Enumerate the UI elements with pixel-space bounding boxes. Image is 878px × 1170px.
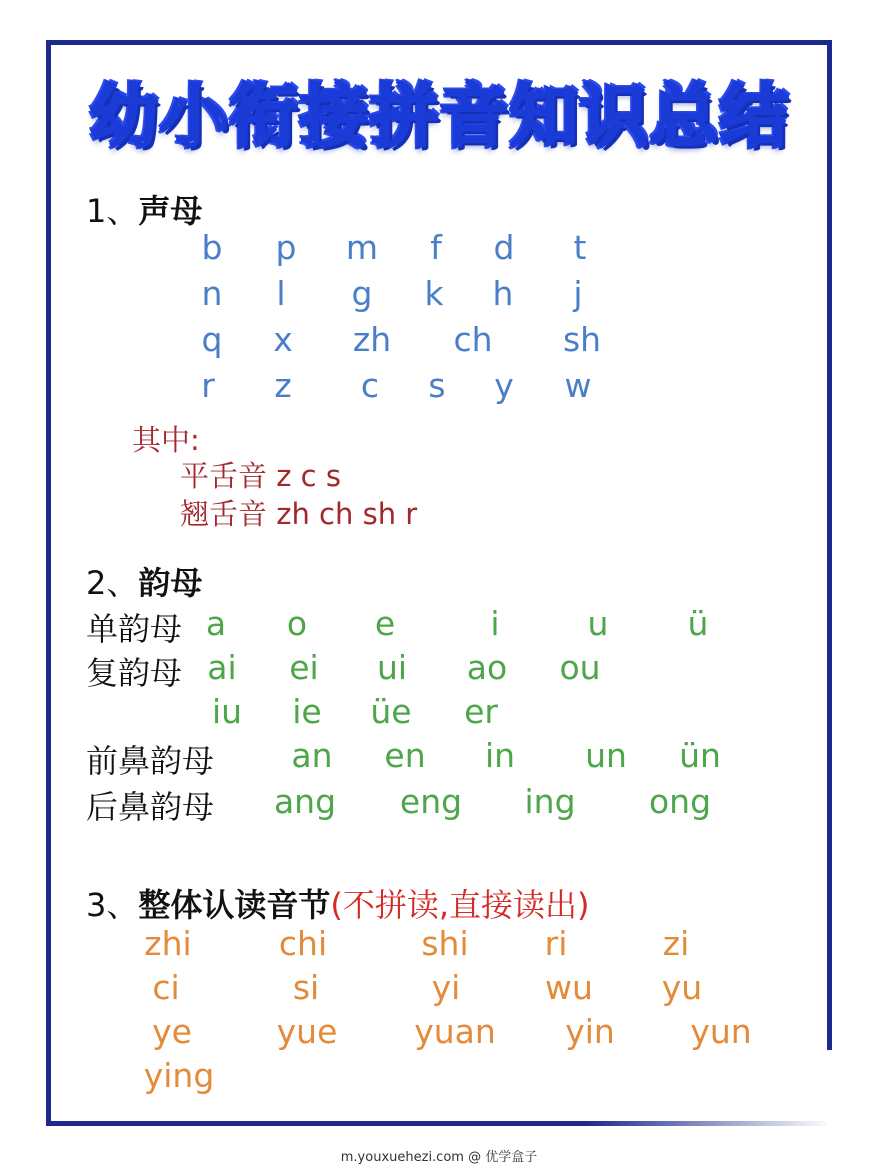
section2-title: 韵母 [138, 564, 203, 602]
initial-letter: p [275, 228, 297, 267]
whole-syllable: yu [661, 968, 703, 1007]
frame-bottom-fade [586, 1121, 832, 1126]
section2-heading [86, 558, 202, 604]
whole-syllable: ying [143, 1056, 215, 1095]
back-nasal-final: ang [273, 782, 337, 821]
front-nasal-label: 前鼻韵母 [86, 742, 215, 780]
footer-watermark: m.youxuehezi.com @ 优学盒子 [340, 1150, 538, 1165]
single-final: ü [687, 604, 709, 643]
initial-letter: x [273, 320, 293, 359]
back-nasal-label: 后鼻韵母 [86, 788, 215, 826]
whole-syllable: ye [152, 1012, 192, 1051]
whole-syllable: yin [565, 1012, 615, 1051]
initial-letter: h [492, 274, 514, 313]
initial-letter: c [360, 366, 380, 405]
section1-number: 1、 [86, 192, 139, 230]
compound-final: ou [559, 648, 601, 687]
whole-syllable: shi [421, 924, 469, 963]
front-nasal-final: un [585, 736, 627, 775]
compound-final: ui [376, 648, 408, 687]
whole-syllable: zi [662, 924, 690, 963]
whole-syllable: wu [545, 968, 593, 1007]
whole-syllable: yun [690, 1012, 752, 1051]
compound-finals-label: 复韵母 [86, 654, 183, 692]
single-final: a [205, 604, 227, 643]
section3-number: 3、 [86, 886, 139, 924]
compound-final: ai [207, 648, 237, 687]
initial-letter: j [573, 274, 583, 313]
initial-letter: m [345, 228, 379, 267]
page-title: 幼小衔接拼音知识总结 [89, 78, 790, 157]
initial-letter: k [424, 274, 444, 313]
initial-letter: l [276, 274, 286, 313]
single-final: u [587, 604, 609, 643]
single-final: o [286, 604, 308, 643]
front-nasal-final: in [484, 736, 516, 775]
compound-final: er [464, 692, 498, 731]
compound-final: ei [289, 648, 319, 687]
section2-number: 2、 [86, 564, 139, 602]
initial-letter: ch [453, 320, 493, 359]
initial-letter: f [430, 228, 442, 267]
section1-heading [86, 186, 202, 232]
initial-letter: t [573, 228, 587, 267]
note-label: 其中: [132, 423, 200, 457]
initial-letter: g [351, 274, 373, 313]
back-nasal-final: ong [648, 782, 712, 821]
back-nasal-final: eng [399, 782, 463, 821]
whole-syllable: ci [152, 968, 180, 1007]
single-final: e [374, 604, 396, 643]
initial-letter: n [201, 274, 223, 313]
flat-tongue-line: 平舌音 z c s [180, 459, 341, 493]
section3-hint: (不拼读,直接读出) [330, 886, 590, 924]
single-finals-label: 单韵母 [86, 610, 183, 648]
front-nasal-final: ün [679, 736, 721, 775]
initial-letter: q [201, 320, 223, 359]
initial-letter: b [201, 228, 223, 267]
front-nasal-final: en [384, 736, 426, 775]
initial-letter: s [428, 366, 446, 405]
whole-syllable: yue [276, 1012, 338, 1051]
front-nasal-final: an [291, 736, 333, 775]
whole-syllable: ri [544, 924, 568, 963]
section1-title: 声母 [138, 192, 203, 230]
section3-title: 整体认读音节 [138, 886, 331, 924]
initial-letter: z [274, 366, 292, 405]
initial-letter: y [494, 366, 514, 405]
initial-letter: zh [352, 320, 392, 359]
compound-final: üe [370, 692, 412, 731]
compound-final: iu [211, 692, 243, 731]
compound-final: ie [292, 692, 322, 731]
section3-heading [86, 880, 590, 926]
whole-syllable: yuan [414, 1012, 496, 1051]
initial-letter: sh [562, 320, 602, 359]
back-nasal-final: ing [524, 782, 576, 821]
initial-letter: r [201, 366, 215, 405]
single-final: i [490, 604, 500, 643]
initial-letter: d [493, 228, 515, 267]
whole-syllable: yi [431, 968, 461, 1007]
whole-syllable: zhi [144, 924, 192, 963]
retroflex-line: 翘舌音 zh ch sh r [180, 497, 418, 531]
frame-bottom-border [46, 1121, 586, 1126]
compound-final: ao [466, 648, 508, 687]
whole-syllable: chi [278, 924, 328, 963]
initial-letter: w [564, 366, 592, 405]
whole-syllable: si [292, 968, 320, 1007]
frame-right-gap [827, 1050, 832, 1126]
